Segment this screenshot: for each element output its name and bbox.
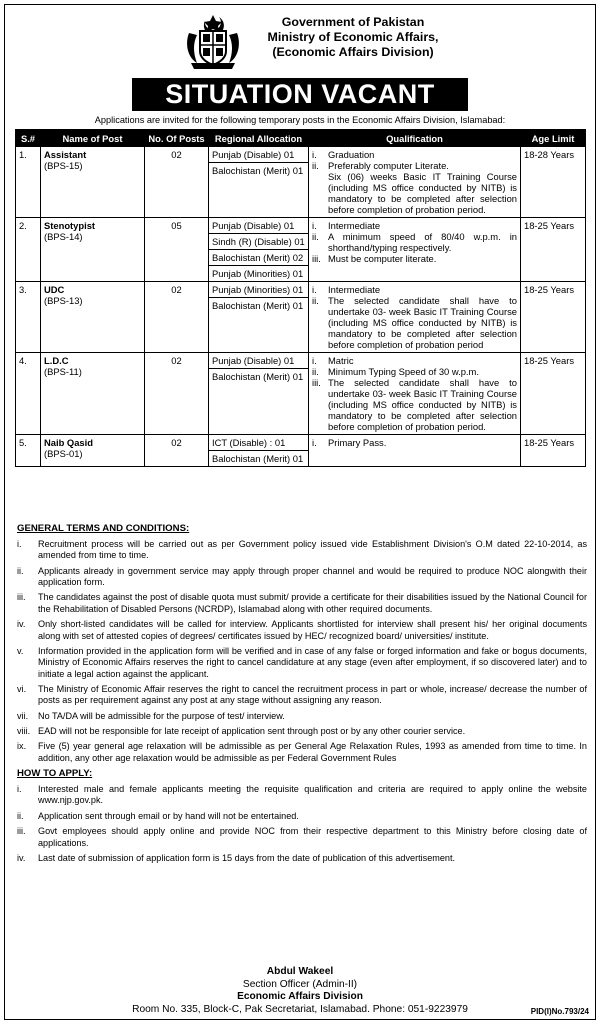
header-post-name: Name of Post <box>41 130 145 147</box>
region-cell <box>209 353 309 435</box>
qualification-item <box>312 377 517 432</box>
qualification-number: i. <box>312 220 317 231</box>
term-number: iii. <box>17 826 26 837</box>
age-limit-cell: 18-25 Years <box>521 282 586 353</box>
general-terms-list <box>17 539 587 764</box>
table-row <box>16 353 586 435</box>
qualification-text: Must be computer literate. <box>328 253 437 264</box>
term-number: i. <box>17 784 22 795</box>
term-item <box>17 646 587 680</box>
term-item <box>17 811 587 822</box>
sno-cell: 4. <box>16 353 41 435</box>
qualification-text: Primary Pass. <box>328 437 387 448</box>
general-terms-title: GENERAL TERMS AND CONDITIONS: <box>17 523 190 534</box>
qualification-item <box>312 149 517 160</box>
term-number: ix. <box>17 741 27 752</box>
post-name: Stenotypist <box>44 220 96 231</box>
post-bps: (BPS-01) <box>44 448 83 459</box>
region-item: Sindh (R) (Disable) 01 <box>209 234 308 250</box>
signature-block <box>5 966 595 1017</box>
qualification-number <box>312 171 328 215</box>
qualification-item <box>312 220 517 231</box>
term-text: Interested male and female applicants meeting the requisite qualification and criteria are required to apply online the website www.njp.gov.pk. <box>38 784 587 806</box>
term-item <box>17 711 587 722</box>
qualification-number: ii. <box>312 295 319 306</box>
qualification-item <box>312 231 517 253</box>
header-sno: S.# <box>16 130 41 147</box>
term-item <box>17 684 587 707</box>
post-cell <box>41 435 145 467</box>
qualification-item <box>312 437 517 448</box>
term-number: ii. <box>17 810 24 821</box>
region-cell <box>209 147 309 218</box>
term-text: Five (5) year general age relaxation will be admissible as per General Age Relaxation Rules, 1993 as amended from time to time. In addition, any other age relaxation would be admissible as per Federal Government Rules <box>38 741 587 763</box>
post-bps: (BPS-14) <box>44 231 83 242</box>
header-regional-allocation: Regional Allocation <box>209 130 309 147</box>
term-number: vii. <box>17 710 29 721</box>
age-limit-cell: 18-25 Years <box>521 218 586 282</box>
org-line-2: Ministry of Economic Affairs, <box>267 29 439 44</box>
region-cell <box>209 282 309 353</box>
post-count-cell: 05 <box>145 218 209 282</box>
post-name: L.D.C <box>44 355 69 366</box>
term-number: v. <box>17 645 24 656</box>
term-number: iv. <box>17 852 26 863</box>
qualification-number: i. <box>312 149 317 160</box>
post-bps: (BPS-15) <box>44 160 83 171</box>
qualification-cell <box>309 218 521 282</box>
state-emblem-icon <box>183 13 243 71</box>
sno-cell: 1. <box>16 147 41 218</box>
qualification-number: iii. <box>312 253 321 264</box>
header <box>5 13 595 73</box>
post-bps: (BPS-11) <box>44 366 82 377</box>
region-item: Punjab (Disable) 01 <box>209 147 308 163</box>
qualification-text: Preferably computer Literate. <box>328 160 449 171</box>
region-item: Punjab (Disable) 01 <box>209 218 308 234</box>
term-text: The Ministry of Economic Affair reserves the right to cancel the recruitment process in part or whole, increase/ decrease the number of posts as per requirement against any post at any stage without assigning any reason. <box>38 683 587 706</box>
terms-section <box>17 521 587 868</box>
qualification-text: Minimum Typing Speed of 30 w.p.m. <box>328 366 479 377</box>
term-item <box>17 784 587 807</box>
organization-title <box>253 15 453 60</box>
header-qualification: Qualification <box>309 130 521 147</box>
qualification-text: The selected candidate shall have to undertake 03- week Basic IT Training Course (including MS office conducted by NITB) is mandatory to be completed after selection before completion of probation period <box>328 295 517 350</box>
post-count-cell: 02 <box>145 147 209 218</box>
sno-cell: 2. <box>16 218 41 282</box>
term-text: Application sent through email or by hand will not be entertained. <box>38 810 299 821</box>
post-cell <box>41 147 145 218</box>
term-number: viii. <box>17 726 31 737</box>
how-to-apply-title: HOW TO APPLY: <box>17 768 93 780</box>
qualification-cell <box>309 353 521 435</box>
region-item: ICT (Disable) : 01 <box>209 435 308 451</box>
term-item <box>17 853 587 864</box>
qualification-cell <box>309 147 521 218</box>
term-number: ii. <box>17 565 24 576</box>
post-count-cell: 02 <box>145 282 209 353</box>
intro-text: Applications are invited for the following temporary posts in the Economic Affairs Division, Islamabad: <box>94 115 506 125</box>
table-header-row <box>16 130 586 147</box>
qualification-cell <box>309 435 521 467</box>
age-limit-cell: 18-25 Years <box>521 435 586 467</box>
region-item: Balochistan (Merit) 01 <box>212 453 304 464</box>
region-cell <box>209 218 309 282</box>
post-count-cell: 02 <box>145 353 209 435</box>
sno-cell: 5. <box>16 435 41 467</box>
qualification-number: ii. <box>312 231 319 242</box>
signatory-division: Economic Affairs Division <box>237 991 363 1003</box>
header-post-count: No. Of Posts <box>145 130 209 147</box>
term-text: No TA/DA will be admissible for the purpose of test/ interview. <box>38 710 285 721</box>
term-text: Govt employees should apply online and provide NOC from their respective department to this Ministry before closing date of applications. <box>38 826 587 848</box>
term-text: EAD will not be responsible for late receipt of application sent through post or by any other courier service. <box>38 726 466 737</box>
qualification-text: Six (06) weeks Basic IT Training Course (including MS office conducted by NITB) is mandatory to be completed after selection before completion of probation period. <box>328 171 517 215</box>
term-item <box>17 826 587 849</box>
post-name: UDC <box>44 284 65 295</box>
term-text: Applicants already in government service may apply through proper channel and would be required to produce NOC alongwith their application form. <box>38 565 587 588</box>
term-text: The candidates against the post of disable quota must submit/ provide a certificate for their disabilities issued by the National Council for the Rehabilitation of Disabled Persons (NCRDP), Islamabad along with other required documents. <box>38 592 587 614</box>
qualification-item <box>312 253 517 264</box>
region-item: Balochistan (Merit) 01 <box>212 165 304 176</box>
qualification-text: The selected candidate shall have to undertake 03- week Basic IT Training Course (including MS office conducted by NITB) is mandatory to be completed after selection before completion of probation period. <box>328 377 517 432</box>
region-item: Punjab (Disable) 01 <box>209 353 308 369</box>
qualification-cell <box>309 282 521 353</box>
region-item: Balochistan (Merit) 01 <box>212 371 304 382</box>
qualification-item <box>312 171 517 215</box>
org-line-3: (Economic Affairs Division) <box>272 44 434 59</box>
post-bps: (BPS-13) <box>44 295 83 306</box>
region-item: Balochistan (Merit) 02 <box>209 250 308 266</box>
qualification-text: Intermediate <box>328 284 381 295</box>
how-to-apply-list <box>17 784 587 864</box>
qualification-item <box>312 355 517 366</box>
qualification-item <box>312 284 517 295</box>
term-text: Recruitment process will be carried out as per Government policy issued vide Establishment Division's O.M dated 22-10-2014, as amended from time to time. <box>38 538 587 561</box>
advertisement-page <box>4 4 596 1020</box>
qualification-text: Intermediate <box>328 220 381 231</box>
qualification-number: ii. <box>312 160 319 171</box>
sno-cell: 3. <box>16 282 41 353</box>
age-limit-cell: 18-25 Years <box>521 353 586 435</box>
term-item <box>17 741 587 764</box>
qualification-number: i. <box>312 284 317 295</box>
signatory-name: Abdul Wakeel <box>266 966 334 977</box>
term-text: Information provided in the application form will be verified and in case of any false or forged information and fake or bogus documents, Ministry of Economic Affairs reserves the right to cancel candidature at any stage (even after employment, if so discovered later) and to initiate a legal action against the applicant. <box>38 645 587 679</box>
post-name: Naib Qasid <box>44 437 93 448</box>
post-cell <box>41 282 145 353</box>
signatory-designation: Section Officer (Admin-II) <box>242 978 358 990</box>
term-item <box>17 726 587 737</box>
term-number: iii. <box>17 592 26 603</box>
table-row <box>16 147 586 218</box>
org-line-1: Government of Pakistan <box>281 15 425 29</box>
region-item: Punjab (Minorities) 01 <box>209 282 308 298</box>
qualification-item <box>312 160 517 171</box>
term-number: i. <box>17 538 22 549</box>
qualification-item <box>312 366 517 377</box>
posts-table <box>15 129 586 467</box>
table-row <box>16 282 586 353</box>
term-item <box>17 566 587 589</box>
region-cell <box>209 435 309 467</box>
qualification-number: i. <box>312 437 317 448</box>
pid-number: PID(I)No.793/24 <box>530 1007 589 1016</box>
post-count-cell: 02 <box>145 435 209 467</box>
table-row <box>16 435 586 467</box>
header-age-limit: Age Limit <box>521 130 586 147</box>
office-address: Room No. 335, Block-C, Pak Secretariat, Islamabad. Phone: 051-9223979 <box>132 1003 468 1015</box>
term-number: iv. <box>17 619 26 630</box>
qualification-item <box>312 295 517 350</box>
term-item <box>17 539 587 562</box>
term-item <box>17 592 587 615</box>
qualification-text: A minimum speed of 80/40 w.p.m. in shorthand/typing respectively. <box>328 231 517 253</box>
post-cell <box>41 218 145 282</box>
qualification-number: iii. <box>312 377 321 388</box>
situation-vacant-banner: SITUATION VACANT <box>132 78 468 111</box>
region-item: Balochistan (Merit) 01 <box>212 300 304 311</box>
qualification-text: Graduation <box>328 149 375 160</box>
term-item <box>17 619 587 642</box>
qualification-number: i. <box>312 355 317 366</box>
post-name: Assistant <box>44 149 87 160</box>
qualification-text: Matric <box>328 355 354 366</box>
term-text: Last date of submission of application form is 15 days from the date of publication of this advertisement. <box>38 852 456 863</box>
term-number: vi. <box>17 683 27 694</box>
post-cell <box>41 353 145 435</box>
term-text: Only short-listed candidates will be called for interview. Applicants shortlisted for interview shall present his/ her original documents along with set of attested copies of degrees/ certificates issued by HEC/ recognized board/ universities/ institute. <box>38 619 587 641</box>
posts-table-body <box>16 147 586 467</box>
qualification-number: ii. <box>312 366 319 377</box>
region-item: Punjab (Minorities) 01 <box>212 268 304 279</box>
age-limit-cell: 18-28 Years <box>521 147 586 218</box>
table-row <box>16 218 586 282</box>
